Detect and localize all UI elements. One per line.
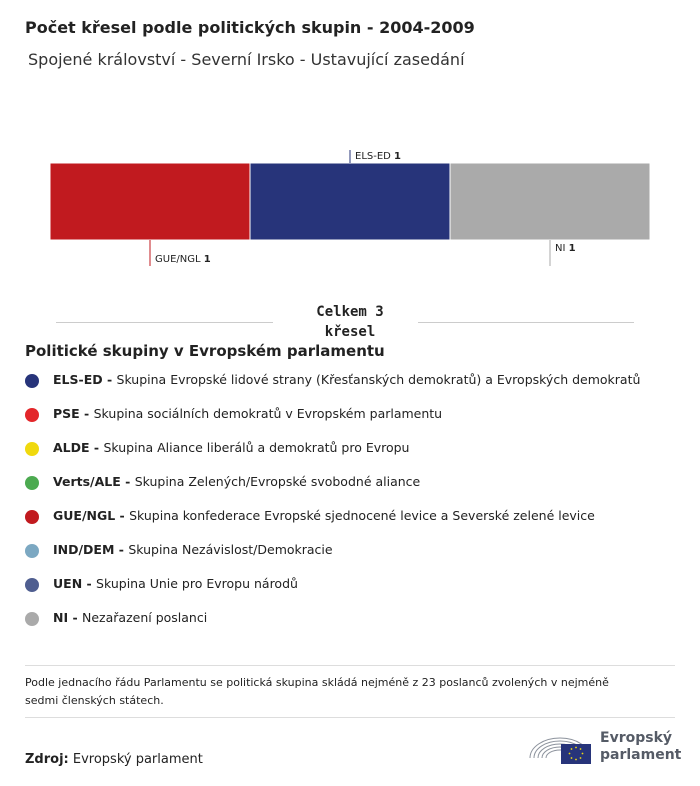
legend-desc: Nezařazení poslanci (82, 610, 208, 625)
legend-dot-icon (25, 544, 39, 558)
logo-text (600, 730, 681, 764)
source-value: Evropský parlament (72, 752, 203, 767)
legend-abbr: UEN - (53, 576, 97, 591)
bar-segment-ni (450, 163, 650, 240)
legend-text (53, 610, 207, 625)
legend-text (53, 508, 595, 523)
parliament-emblem-icon (528, 728, 592, 766)
footnote: Podle jednacího řádu Parlamentu se politická skupina skládá nejméně z 23 poslanců zvolených v nejméně sedmi členských státech. (25, 676, 609, 707)
bar-data-label-group: GUE/NGL (155, 254, 204, 265)
legend-abbr: ALDE - (53, 440, 104, 455)
legend-dot-icon (25, 374, 39, 388)
bar-data-label-value: 1 (568, 243, 576, 254)
bar-segment-els-ed (250, 163, 450, 240)
legend-abbr: Verts/ALE - (53, 474, 135, 489)
legend-abbr: NI - (53, 610, 83, 625)
total-seats-line1: Celkem 3 (316, 304, 384, 320)
bar-data-label-group: ELS-ED (355, 151, 395, 162)
bar-data-label-value: 1 (394, 151, 402, 162)
legend-dot-icon (25, 578, 39, 592)
legend-text (53, 372, 640, 387)
legend-text (53, 406, 442, 421)
legend-abbr: PSE - (53, 406, 94, 421)
legend-dot-icon (25, 510, 39, 524)
bar-data-label (155, 254, 211, 265)
legend-desc: Skupina Unie pro Evropu národů (96, 576, 298, 591)
divider (25, 665, 675, 666)
total-divider-left (56, 322, 273, 323)
legend-abbr: ELS-ED - (53, 372, 117, 387)
legend-item (25, 406, 640, 440)
legend-dot-icon (25, 442, 39, 456)
legend-desc: Skupina Evropské lidové strany (Křesťanských demokratů) a Evropských demokratů (116, 372, 641, 387)
legend-item (25, 372, 640, 406)
total-seats-line2: křesel (324, 324, 376, 340)
legend-item (25, 542, 640, 576)
logo-line2: parlament (600, 747, 682, 763)
legend-heading: Politické skupiny v Evropském parlamentu (25, 342, 385, 360)
legend-desc: Skupina sociálních demokratů v Evropském parlamentu (93, 406, 443, 421)
legend-abbr: GUE/NGL - (53, 508, 130, 523)
legend-text (53, 576, 298, 591)
source (25, 752, 203, 767)
bar-data-label (555, 243, 576, 254)
legend-item (25, 610, 640, 644)
legend-dot-icon (25, 408, 39, 422)
divider (25, 717, 675, 718)
legend-dot-icon (25, 476, 39, 490)
legend-item (25, 576, 640, 610)
legend-text (53, 440, 409, 455)
chart-subtitle: Spojené království - Severní Irsko - Ustavující zasedání (28, 50, 465, 69)
bar-data-label-value: 1 (203, 254, 211, 265)
legend-text (53, 542, 333, 557)
legend-desc: Skupina Zelených/Evropské svobodné aliance (134, 474, 421, 489)
legend-desc: Skupina Aliance liberálů a demokratů pro Evropu (103, 440, 410, 455)
legend-item (25, 440, 640, 474)
legend-abbr: IND/DEM - (53, 542, 129, 557)
legend-desc: Skupina Nezávislost/Demokracie (128, 542, 333, 557)
chart-title: Počet křesel podle politických skupin - 2004-2009 (25, 18, 475, 37)
total-seats-label (285, 302, 415, 342)
legend-text (53, 474, 420, 489)
source-label: Zdroj: (25, 752, 69, 767)
bar-segment-gue-ngl (50, 163, 250, 240)
legend (25, 372, 640, 644)
seat-distribution-chart (0, 140, 700, 290)
logo-line1: Evropský (600, 730, 673, 746)
bar-data-label (355, 151, 401, 162)
legend-item (25, 474, 640, 508)
legend-item (25, 508, 640, 542)
legend-desc: Skupina konfederace Evropské sjednocené levice a Severské zelené levice (129, 508, 595, 523)
total-divider-right (418, 322, 634, 323)
ep-logo (528, 728, 681, 766)
bar-data-label-group: NI (555, 243, 569, 254)
legend-dot-icon (25, 612, 39, 626)
